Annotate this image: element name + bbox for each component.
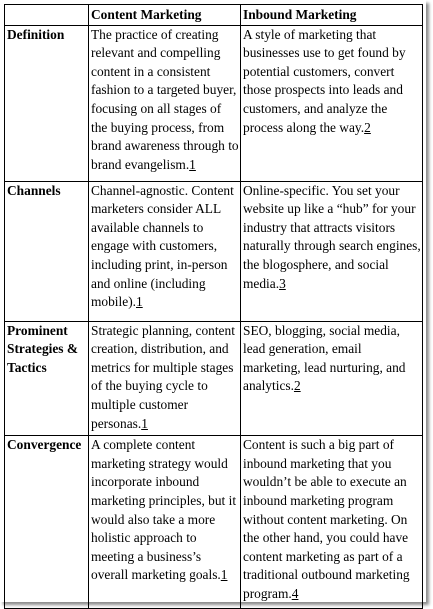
row-label-definition: Definition	[5, 25, 89, 181]
cell-content-definition	[89, 25, 241, 181]
reference-link[interactable]: 4	[291, 585, 299, 601]
header-content-marketing: Content Marketing	[89, 5, 241, 26]
reference-link[interactable]: 2	[293, 378, 301, 394]
cell-inbound-strategies	[241, 321, 423, 436]
table-row	[5, 181, 423, 321]
table-row	[5, 321, 423, 436]
cell-content-channels	[89, 181, 241, 321]
reference-link[interactable]: 1	[141, 415, 148, 431]
cell-text: SEO, blogging, social media, lead generation, email marketing, lead nurturing, and analytics.	[243, 322, 406, 394]
header-inbound-marketing: Inbound Marketing	[241, 5, 423, 26]
cell-text: Strategic planning, content creation, distribution, and metrics for multiple stages of the buying cycle to multiple customer personas.	[91, 322, 235, 431]
cell-inbound-convergence	[241, 436, 423, 609]
reference-link[interactable]: 2	[364, 119, 371, 135]
cell-text: Channel-agnostic. Content marketers consider ALL available channels to engage with customers, including print, in-person and online (including mobile).	[91, 182, 234, 310]
reference-link[interactable]: 1	[136, 294, 143, 310]
cell-text: Content is such a big part of inbound marketing that you wouldn’t be able to execute an inbound marketing program without content marketing. On the other hand, you could have content marketing as part of a traditional outbound marketing program.	[243, 437, 410, 601]
row-label-channels: Channels	[5, 181, 89, 321]
row-label-convergence: Convergence	[5, 436, 89, 609]
cell-text: A complete content marketing strategy would incorporate inbound marketing principles, but it would also take a more holistic approach to meeting a business’s overall marketing goals.	[91, 437, 237, 583]
reference-link[interactable]: 1	[189, 156, 196, 172]
cell-text: Online-specific. You set your website up like a “hub” for your industry that attracts visitors naturally through search engines, the blogosphere, and social media.	[243, 182, 421, 291]
header-cell-empty	[5, 5, 89, 26]
cell-text: A style of marketing that businesses use to get found by potential customers, convert those prospects into leads and customers, and analyze the process along the way.	[243, 26, 406, 135]
reference-link[interactable]: 3	[279, 275, 286, 291]
table-row	[5, 436, 423, 609]
cell-text: The practice of creating relevant and compelling content in a consistent fashion to a targeted buyer, focusing on all stages of the buying process, from brand awareness through to brand evangelism.	[91, 26, 239, 172]
table-row	[5, 25, 423, 181]
reference-link[interactable]: 1	[220, 567, 228, 583]
row-label-strategies: Prominent Strategies & Tactics	[5, 321, 89, 436]
comparison-table	[4, 4, 423, 609]
cell-content-convergence	[89, 436, 241, 609]
header-row	[5, 5, 423, 26]
cell-content-strategies	[89, 321, 241, 436]
cell-inbound-channels	[241, 181, 423, 321]
cell-inbound-definition	[241, 25, 423, 181]
